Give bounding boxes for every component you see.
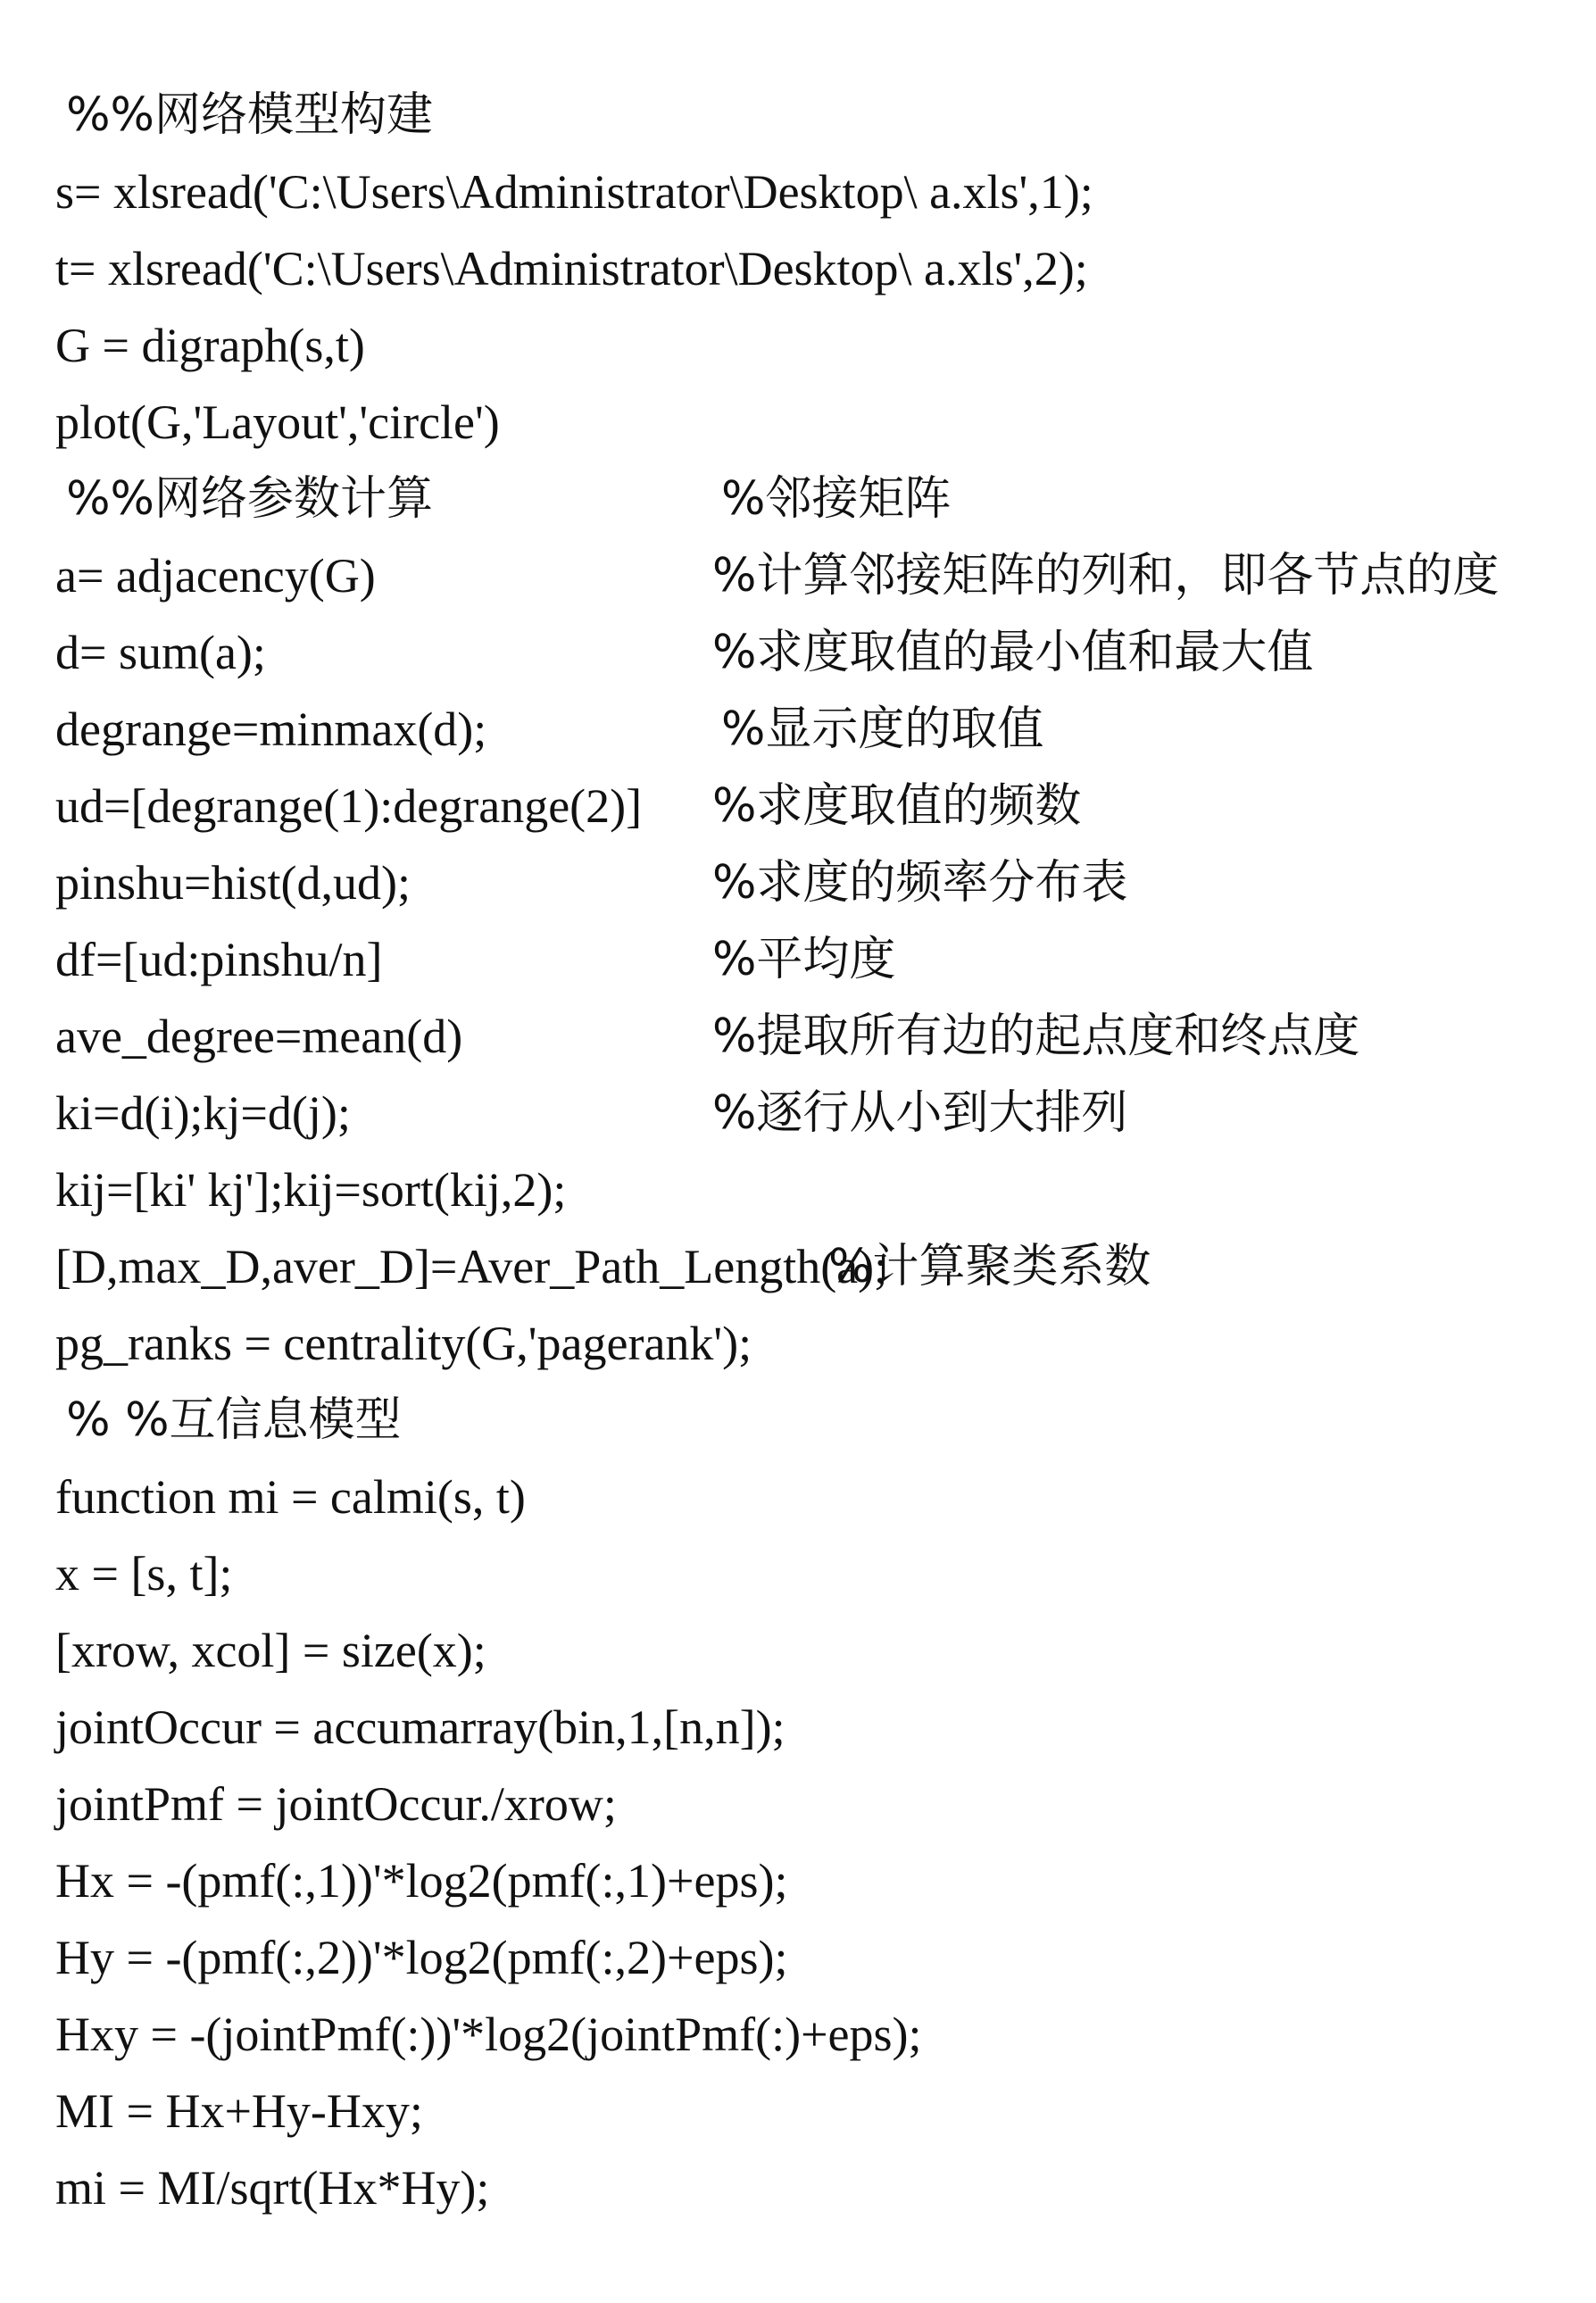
code-text: jointPmf = jointOccur./xrow;	[55, 1777, 617, 1831]
section-heading: %%网络模型构建	[66, 88, 433, 142]
code-line	[7, 1305, 402, 1447]
code-line	[7, 1689, 617, 1831]
code-comment: %计算聚类系数	[828, 1240, 1151, 1293]
code-line	[7, 2073, 490, 2215]
code-comment: %求度取值的最小值和最大值	[712, 626, 1314, 679]
code-text: mi = MI/sqrt(Hx*Hy);	[55, 2161, 490, 2215]
code-comment: %求度的频率分布表	[712, 856, 1128, 910]
code-line	[7, 1842, 788, 1984]
code-text: pg_ranks = centrality(G,'pagerank');	[55, 1317, 752, 1370]
code-text: Hy = -(pmf(:,2))'*log2(pmf(:,2)+eps);	[55, 1931, 788, 1984]
code-text: [D,max_D,aver_D]=Aver_Path_Length(a);	[55, 1240, 888, 1293]
code-line	[7, 307, 500, 449]
code-text: ave_degree=mean(d)	[55, 1010, 463, 1063]
code-comment: %逐行从小到大排列	[712, 1086, 1128, 1140]
code-text: [xrow, xcol] = size(x);	[55, 1624, 486, 1677]
code-line	[7, 1919, 922, 2061]
code-text: G = digraph(s,t)	[55, 319, 365, 372]
code-line	[7, 1766, 788, 1908]
code-line	[7, 230, 365, 372]
code-text: s= xlsread('C:\Users\Administrator\Desktop\ a.xls',1);	[55, 165, 1093, 219]
code-text: pinshu=hist(d,ud);	[55, 856, 411, 910]
code-line	[7, 154, 1088, 295]
code-text: a= adjacency(G)	[55, 549, 376, 603]
code-line	[7, 1996, 423, 2138]
code-line	[7, 1612, 786, 1754]
code-line	[7, 77, 1093, 219]
code-text: Hx = -(pmf(:,1))'*log2(pmf(:,1)+eps);	[55, 1854, 788, 1908]
code-line	[7, 0, 433, 142]
code-text: kij=[ki' kj'];kij=sort(kij,2);	[55, 1163, 567, 1217]
code-line	[7, 1228, 1151, 1370]
code-comment: %邻接矩阵	[721, 472, 952, 526]
code-comment: %显示度的取值	[721, 703, 1044, 756]
code-comment: %平均度	[712, 933, 896, 986]
code-comment: %求度取值的频数	[712, 779, 1082, 833]
code-text: Hxy = -(jointPmf(:))'*log2(jointPmf(:)+eps);	[55, 2008, 922, 2061]
code-text: ki=d(i);kj=d(j);	[55, 1086, 351, 1140]
code-line	[7, 1075, 1128, 1217]
code-text: plot(G,'Layout','circle')	[55, 395, 500, 449]
code-line	[7, 384, 433, 526]
section-heading: % %互信息模型	[66, 1393, 402, 1447]
section-heading: %%网络参数计算	[66, 472, 433, 526]
code-comment: %提取所有边的起点度和终点度	[712, 1010, 1360, 1063]
code-text: d= sum(a);	[55, 626, 266, 679]
code-text: df=[ud:pinshu/n]	[55, 933, 383, 986]
code-text: t= xlsread('C:\Users\Administrator\Desktop\ a.xls',2);	[55, 242, 1088, 295]
code-line	[7, 1382, 526, 1524]
code-text: function mi = calmi(s, t)	[55, 1470, 526, 1524]
code-line	[7, 461, 952, 603]
code-line	[7, 1459, 233, 1600]
code-line	[7, 1535, 486, 1677]
code-line	[7, 921, 896, 1063]
code-text: MI = Hx+Hy-Hxy;	[55, 2084, 423, 2138]
code-text: degrange=minmax(d);	[55, 703, 487, 756]
code-line	[7, 1152, 888, 1293]
code-comment: %计算邻接矩阵的列和，即各节点的度	[712, 549, 1500, 603]
code-text: jointOccur = accumarray(bin,1,[n,n]);	[55, 1700, 786, 1754]
code-text: ud=[degrange(1):degrange(2)]	[55, 779, 643, 833]
code-text: x = [s, t];	[55, 1547, 233, 1600]
